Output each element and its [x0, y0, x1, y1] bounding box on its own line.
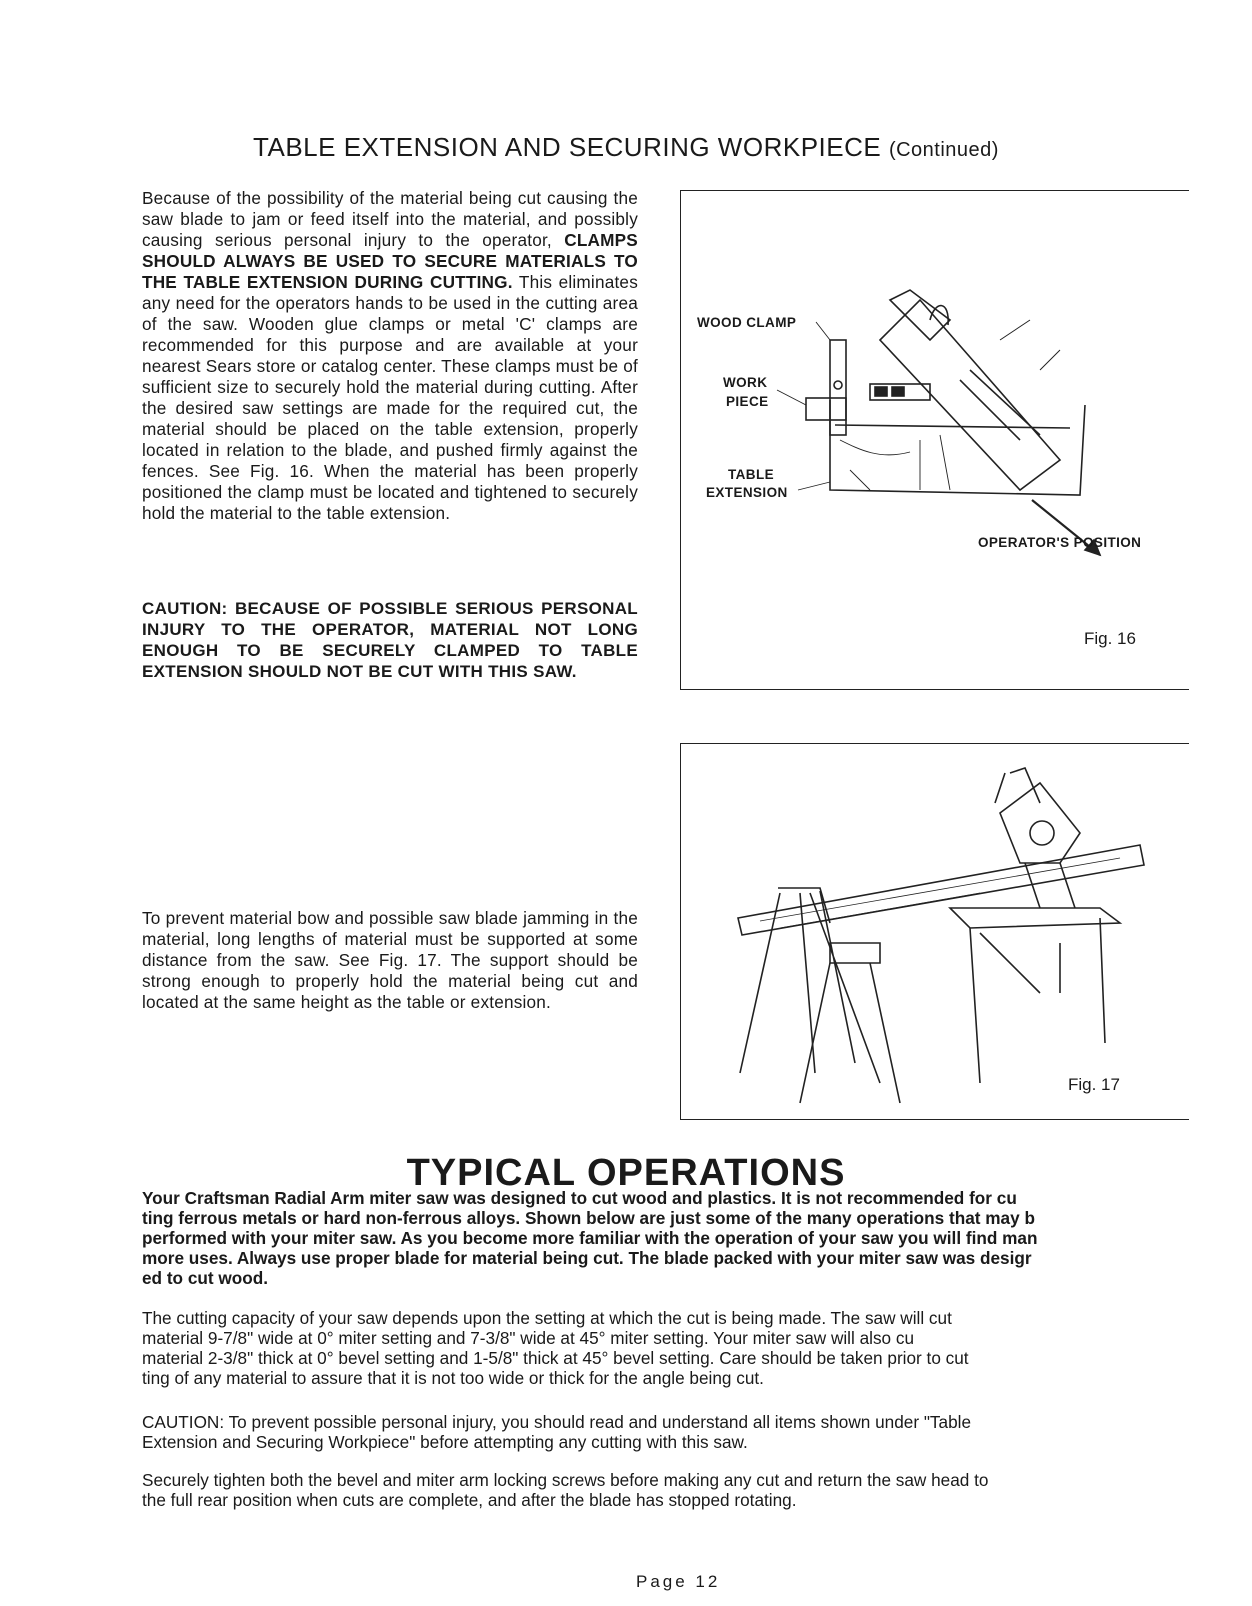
intro-paragraph: [142, 188, 638, 524]
operations-tighten: [142, 1470, 1182, 1510]
ops-p4-line: Securely tighten both the bevel and miter arm locking screws before making any cut and return the saw head to: [142, 1470, 989, 1490]
ops-p3-line: Extension and Securing Workpiece" before attempting any cutting with this saw.: [142, 1432, 748, 1452]
callout-extension: EXTENSION: [706, 485, 788, 500]
saw-head-shape: [1000, 783, 1080, 863]
page-number: Page 12: [636, 1572, 721, 1591]
operations-caution: [142, 1412, 1182, 1452]
callout-operator-position: OPERATOR'S POSITION: [978, 535, 1142, 550]
intro-warning-bold: CLAMPS SHOULD ALWAYS BE USED TO SECURE MATERIALS TO THE TABLE EXTENSION DURING CUTTING.: [142, 230, 638, 292]
operations-intro: [142, 1188, 1182, 1288]
callout-table: TABLE: [728, 467, 774, 482]
ops-p1-line: more uses. Always use proper blade for material being cut. The blade packed with your miter saw was desigr: [142, 1248, 1032, 1268]
ops-p2-line: material 9-7/8" wide at 0° miter setting and 7-3/8" wide at 45° miter setting. Your miter saw will also cu: [142, 1328, 915, 1348]
intro-text-b: This eliminates any need for the operators hands to be used in the cutting area of the saw. Wooden glue clamps or metal 'C' clamps are recommended for this purpose and are available at your nearest Sears store or catalog center. These clamps must be of sufficient size to securely hold the material during cutting. After the desired saw settings are made for the required cut, the material should be placed on the table extension, properly located in relation to the blade, and pushed firmly against the fences. See Fig. 16. When the material has been properly positioned the clamp must be located and tightened to securely hold the material to the table extension.: [142, 272, 638, 523]
operations-title: TYPICAL OPERATIONS: [406, 1152, 846, 1194]
operations-capacity: [142, 1308, 1182, 1388]
intro-text-a: Because of the possibility of the material being cut causing the saw blade to jam or feed itself into the material, and possibly causing serious personal injury to the operator,: [142, 188, 638, 250]
saw-table-shape: [950, 908, 1120, 928]
ops-p2-line: ting of any material to assure that it is not too wide or thick for the angle being cut.: [142, 1368, 764, 1388]
ops-p1-line: ed to cut wood.: [142, 1268, 269, 1288]
figure-17-illustration: [680, 743, 1190, 1123]
ops-p2-line: The cutting capacity of your saw depends upon the setting at which the cut is being made. The saw will cut: [142, 1308, 952, 1328]
ops-p1-line: ting ferrous metals or hard non-ferrous alloys. Shown below are just some of the many operations that may b: [142, 1208, 1035, 1228]
ops-p3-line: CAUTION: To prevent possible personal injury, you should read and understand all items shown under "Table: [142, 1412, 972, 1432]
section-title-continued: (Continued): [888, 139, 999, 161]
section-title-text: TABLE EXTENSION AND SECURING WORKPIECE: [253, 132, 882, 162]
ops-p1-line: performed with your miter saw. As you become more familiar with the operation of your saw you will find man: [142, 1228, 1038, 1248]
support-paragraph: To prevent material bow and possible saw blade jamming in the material, long lengths of material must be supported at some distance from the saw. See Fig. 17. The support should be strong enough to properly hold the material being cut and located at the same height as the table or extension.: [142, 908, 638, 1012]
ops-p1-line: Your Craftsman Radial Arm miter saw was designed to cut wood and plastics. It is not recommended for cu: [142, 1188, 1017, 1208]
callout-work: WORK: [723, 375, 768, 390]
callout-wood-clamp: WOOD CLAMP: [697, 315, 797, 330]
caution-paragraph: CAUTION: BECAUSE OF POSSIBLE SERIOUS PERSONAL INJURY TO THE OPERATOR, MATERIAL NOT LONG ENOUGH TO BE SECURELY CLAMPED TO TABLE EXTENSION SHOULD NOT BE CUT WITH THIS SAW.: [142, 599, 638, 681]
figure-16-caption: Fig. 16: [1084, 629, 1136, 648]
board-shape: [738, 845, 1144, 935]
workpiece-shape: [806, 398, 846, 420]
section-title: [0, 132, 1252, 163]
ops-p4-line: the full rear position when cuts are complete, and after the blade has stopped rotating.: [142, 1490, 797, 1510]
callout-piece: PIECE: [726, 394, 769, 409]
figure-17-caption: Fig. 17: [1068, 1075, 1120, 1094]
table-extension-shape: [830, 400, 1085, 495]
figure-16-illustration: [680, 190, 1190, 690]
saw-arm-shape: [880, 300, 1060, 490]
ops-p2-line: material 2-3/8" thick at 0° bevel setting and 1-5/8" thick at 45° bevel setting. Care should be taken prior to cut: [142, 1348, 969, 1368]
